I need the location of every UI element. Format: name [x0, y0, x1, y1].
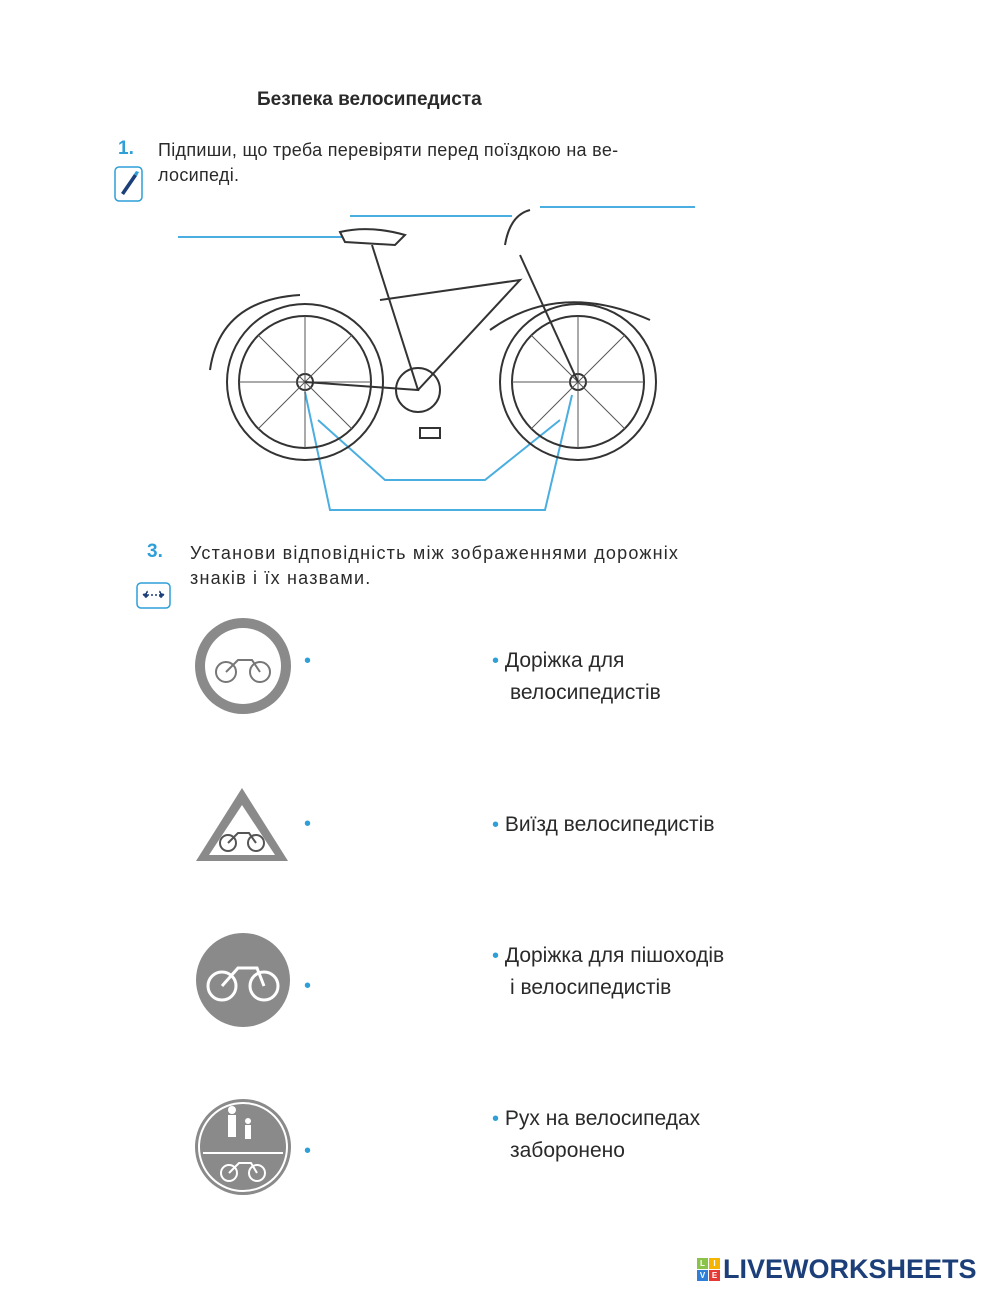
sign-dot-4[interactable]: •: [304, 1140, 312, 1162]
logo-letter: E: [709, 1270, 720, 1281]
match-arrows-icon: [136, 582, 172, 610]
option-text: Доріжка для: [504, 649, 625, 672]
option-text: Рух на велосипедах: [504, 1107, 701, 1130]
bicycle-icon: [210, 210, 656, 460]
option-dot[interactable]: •: [492, 945, 500, 967]
option-text: заборонено: [510, 1139, 625, 1162]
liveworksheets-logo: [697, 1254, 977, 1285]
question-1-line1: Підпиши, що треба перевіряти перед поїздкою на ве-: [158, 140, 619, 160]
sign-dot-3[interactable]: •: [304, 975, 312, 997]
option-text: велосипедистів: [510, 681, 661, 704]
logo-letter: L: [697, 1258, 708, 1269]
option-text: Доріжка для пішоходів: [504, 944, 725, 967]
option-dot[interactable]: •: [492, 650, 500, 672]
question-3-line2: знаків і їх назвами.: [190, 568, 372, 588]
question-1-line2: лосипеді.: [158, 165, 240, 185]
logo-blocks: [697, 1258, 720, 1281]
bicycle-diagram: [0, 0, 1000, 530]
logo-letter: V: [697, 1270, 708, 1281]
logo-text: LIVEWORKSHEETS: [723, 1254, 977, 1284]
question-3-number: 3.: [147, 541, 163, 562]
sign-dot-2[interactable]: •: [304, 813, 312, 835]
question-3-line1: Установи відповідність між зображеннями дорожніх: [190, 543, 680, 563]
sign-cyclists-crossing: [193, 785, 291, 865]
sign-pedestrian-and-bicycle-path: [191, 1097, 295, 1201]
option-3[interactable]: [492, 940, 724, 1004]
option-text: і велосипедистів: [510, 976, 672, 999]
logo-letter: I: [709, 1258, 720, 1269]
sign-dot-1[interactable]: •: [304, 650, 312, 672]
question-3-text: [190, 541, 679, 591]
option-4[interactable]: [492, 1103, 700, 1167]
page-title: Безпека велосипедиста: [257, 89, 482, 110]
sign-no-bicycles: [190, 615, 296, 721]
option-2[interactable]: [492, 809, 715, 841]
sign-bicycle-path: [193, 930, 293, 1030]
option-text: Виїзд велосипедистів: [504, 813, 715, 836]
option-dot[interactable]: •: [492, 1108, 500, 1130]
option-dot[interactable]: •: [492, 814, 500, 836]
option-1[interactable]: [492, 645, 661, 709]
answer-lines: [178, 207, 695, 510]
question-1-number: 1.: [118, 138, 134, 159]
answer-line-wheels: [305, 392, 572, 510]
